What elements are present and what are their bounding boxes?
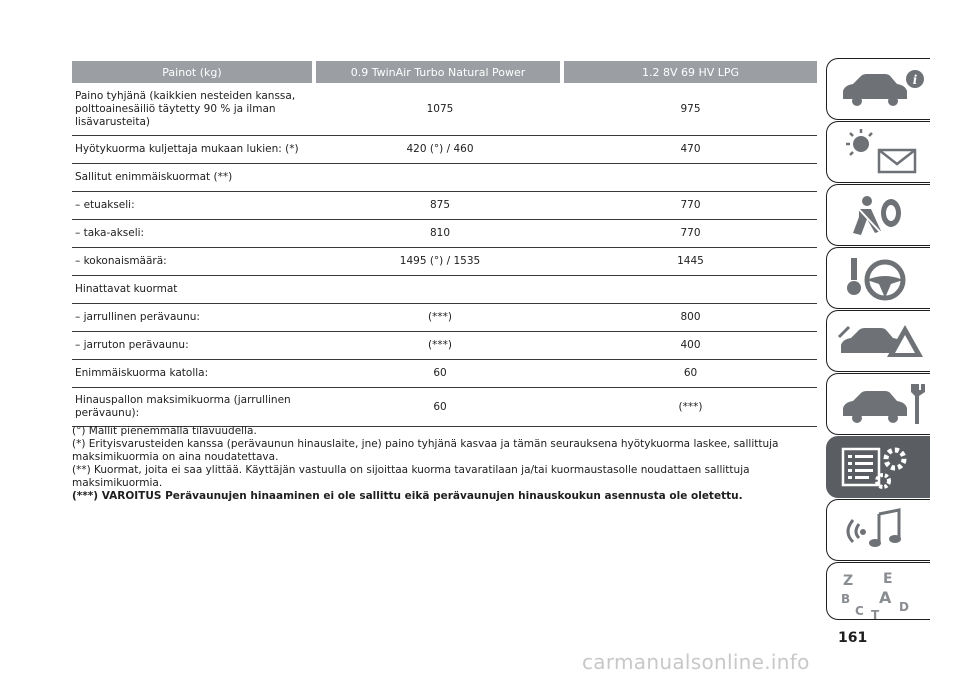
row-value-twinair: 875 — [429, 199, 451, 211]
footnote-single-asterisk: (*) Erityisvarusteiden kanssa (perävaunun hinauslaite, jne) paino tyhjänä kasvaa ja tämän seurauksena hyötykuorma laskee, sallittuja maksimikuormia on aina noudatettava. — [72, 438, 779, 463]
row-label: Enimmäiskuorma katolla: — [75, 367, 209, 379]
svg-text:C: C — [855, 604, 864, 618]
table-row — [72, 360, 817, 388]
row-value-twinair: 1495 (°) / 1535 — [399, 255, 481, 267]
table-row — [72, 192, 817, 220]
weights-table — [72, 61, 817, 427]
footnotes — [72, 425, 817, 503]
row-value-twinair: 60 — [433, 367, 447, 379]
table-row — [72, 332, 817, 360]
tab-emergency[interactable] — [826, 310, 930, 372]
watermark: carmanualsonline.info — [582, 650, 810, 674]
row-value-lpg: 800 — [680, 311, 701, 323]
row-label: Hinauspallon maksimikuorma (jarrullinen perävaunu): — [75, 394, 291, 419]
emergency-breakdown-icon — [837, 317, 931, 367]
svg-text:D: D — [899, 600, 909, 614]
row-value-lpg: 60 — [683, 367, 698, 379]
row-value-lpg: 770 — [680, 227, 701, 239]
table-row — [72, 136, 817, 164]
maintenance-car-wrench-icon — [837, 380, 931, 430]
table-header-row — [72, 61, 817, 83]
row-value-lpg: 1445 — [677, 255, 704, 267]
row-label: Hinattavat kuormat — [75, 283, 178, 295]
row-label: – kokonaismäärä: — [75, 255, 167, 267]
row-label: – etuakseli: — [75, 199, 135, 211]
header-weights: Painot (kg) — [72, 61, 312, 83]
table-row — [72, 304, 817, 332]
table-row — [72, 248, 817, 276]
row-value-lpg: 975 — [680, 102, 701, 115]
tab-starting-driving[interactable] — [826, 247, 930, 309]
row-value-twinair: 1075 — [426, 102, 454, 115]
row-label: – jarrullinen perävaunu: — [75, 311, 200, 323]
svg-text:T: T — [871, 608, 880, 619]
footnote-double-asterisk: (**) Kuormat, joita ei saa ylittää. Käyttäjän vastuulla on sijoittaa kuorma tavaratilaan ja/tai kuormaustasolle noudattaen sallittuja maksimikuormia. — [72, 464, 750, 489]
airbag-safety-icon — [837, 191, 931, 241]
svg-text:i: i — [912, 73, 918, 87]
technical-data-icon — [837, 443, 931, 493]
tab-index[interactable] — [826, 562, 930, 620]
warning-lights-message-icon — [837, 128, 931, 178]
page-number: 161 — [838, 630, 868, 646]
row-label: Paino tyhjänä (kaikkien nesteiden kanssa, polttoainesäiliö täytetty 90 % ja ilman lisävarusteita) — [75, 89, 296, 128]
row-value-twinair: 420 (°) / 460 — [406, 143, 474, 155]
table-row — [72, 388, 817, 427]
svg-text:A: A — [879, 588, 892, 607]
row-value-lpg: 770 — [680, 199, 701, 211]
row-label: – jarruton perävaunu: — [75, 339, 189, 351]
index-letters-icon — [837, 569, 931, 619]
tab-multimedia[interactable] — [826, 499, 930, 561]
table-row — [72, 276, 817, 304]
footnote-warning: (***) VAROITUS Perävaunujen hinaaminen ei ole sallittu eikä perävaunujen hinauskoukun asennusta ole oletettu. — [72, 490, 743, 502]
row-label: – taka-akseli: — [75, 227, 145, 239]
tab-warning-lights[interactable] — [826, 121, 930, 183]
svg-text:Z: Z — [843, 573, 854, 589]
row-value-lpg: 400 — [680, 339, 701, 351]
svg-text:B: B — [841, 592, 851, 606]
row-value-twinair: 60 — [433, 400, 447, 413]
row-value-twinair: (***) — [428, 339, 452, 351]
tab-maintenance[interactable] — [826, 373, 930, 435]
header-twinair: 0.9 TwinAir Turbo Natural Power — [316, 61, 560, 83]
header-lpg: 1.2 8V 69 HV LPG — [564, 61, 817, 83]
tab-safety[interactable] — [826, 184, 930, 246]
row-label: Hyötykuorma kuljettaja mukaan lukien: (*) — [75, 143, 299, 155]
svg-text:E: E — [883, 571, 893, 587]
tab-technical-data[interactable] — [826, 436, 930, 498]
table-row — [72, 83, 817, 136]
row-value-lpg: (***) — [678, 400, 703, 413]
key-steering-wheel-icon — [837, 254, 931, 304]
row-value-twinair: 810 — [429, 227, 451, 239]
car-info-icon — [837, 65, 931, 115]
row-label: Sallitut enimmäiskuormat (**) — [75, 171, 233, 183]
multimedia-music-icon — [837, 506, 931, 556]
tab-car-info[interactable] — [826, 58, 930, 120]
table-row — [72, 220, 817, 248]
row-value-twinair: (***) — [428, 311, 452, 323]
footnote-degree: (°) Mallit pienemmällä tilavuudella. — [72, 425, 257, 437]
table-row — [72, 164, 817, 192]
row-value-lpg: 470 — [680, 143, 701, 155]
